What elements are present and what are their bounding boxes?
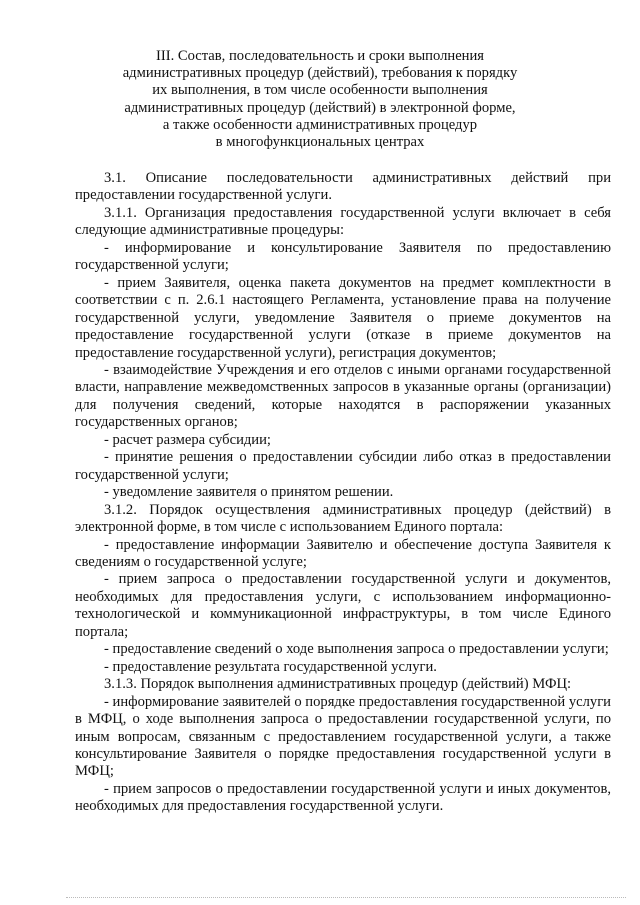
list-item: - расчет размера субсидии; [104,431,271,448]
paragraph-3-1-3: 3.1.3. Порядок выполнения административных процедур (действий) МФЦ: [104,676,572,693]
section-heading [60,48,580,151]
bottom-divider [66,897,626,898]
list-item: - уведомление заявителя о принятом решении. [104,484,394,501]
list-item: - прием запроса о предоставлении государственной услуги и документов, необходимых для предоставления услуги, с использованием информационно-технологической и коммуникационной инфраструктуры, в том числе Единого портала; [75,571,611,640]
heading-line: III. Состав, последовательность и сроки выполнения [155,48,485,64]
list-item: - взаимодействие Учреждения и его отделов с иными органами государственной власти, направление межведомственных запросов в указанные органы (организации) для получения сведений, которые находятся в распоряжении указанных государственных органов; [75,361,611,431]
list-item: - прием запросов о предоставлении государственной услуги и иных документов, необходимых для предоставления государственной услуги. [75,780,611,815]
heading-line: административных процедур (действий), требования к порядку [122,65,518,82]
body-text [75,170,611,816]
heading-line: а также особенности административных процедур [162,116,478,133]
heading-line: в многофункциональных центрах [215,134,425,151]
list-item: - принятие решения о предоставлении субсидии либо отказ в предоставлении государственной услуги; [75,449,611,483]
list-item: - предоставление информации Заявителю и обеспечение доступа Заявителя к сведениям о государственной услуге; [75,536,611,570]
list-item: - прием Заявителя, оценка пакета документов на предмет комплектности в соответствии с п. 2.6.1 настоящего Регламента, установление права на получение государственной услуги, уведомление Заявителя о приеме документов на предоставление государственной услуги (отказе в приеме документов на предоставление государственной услуги), регистрация документов; [75,274,611,361]
list-item: - предоставление результата государственной услуги. [104,658,437,675]
list-item: - информирование и консультирование Заявителя по предоставлению государственной услуги; [75,239,611,274]
heading-line: их выполнения, в том числе особенности выполнения [152,82,488,99]
list-item: - предоставление сведений о ходе выполнения запроса о предоставлении услуги; [104,641,609,658]
paragraph-3-1: 3.1. Описание последовательности административных действий при предоставлении государственной услуги. [75,170,611,204]
heading-line: административных процедур (действий) в электронной форме, [124,99,516,116]
paragraph-3-1-1: 3.1.1. Организация предоставления государственной услуги включает в себя следующие административные процедуры: [75,204,611,239]
list-item: - информирование заявителей о порядке предоставления государственной услуги в МФЦ, о ходе выполнения запроса о предоставлении государственной услуги, по иным вопросам, связанным с предоставлением государственной услуги, а также консультирование Заявителя о порядке предоставления государственной услуги в МФЦ; [75,693,611,780]
paragraph-3-1-2: 3.1.2. Порядок осуществления административных процедур (действий) в электронной форме, в том числе с использованием Единого портала: [75,501,611,536]
